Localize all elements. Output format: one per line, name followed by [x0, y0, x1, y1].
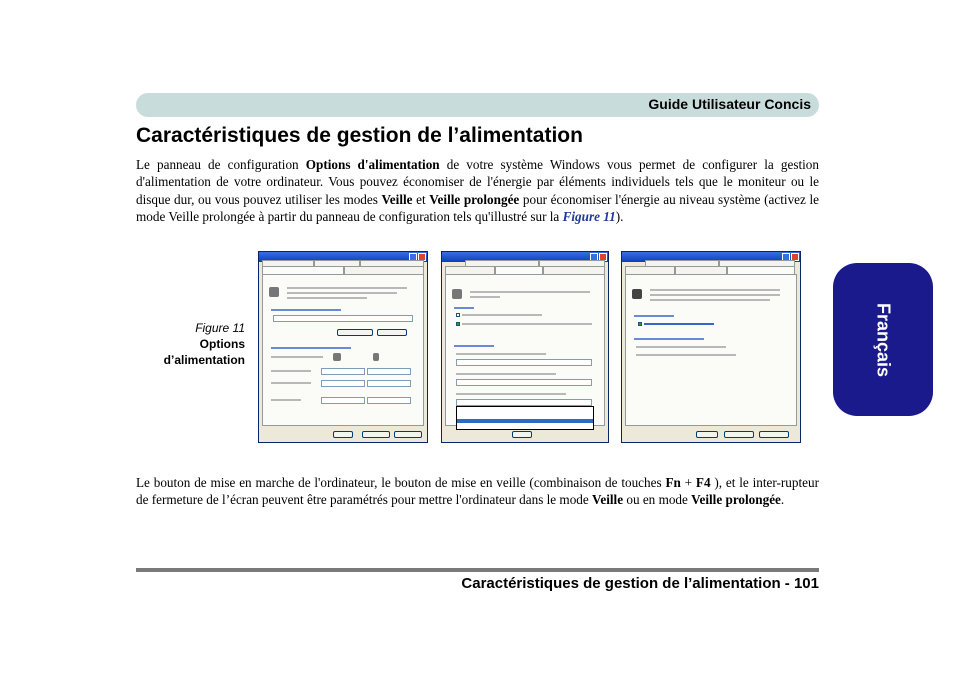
group-label — [454, 307, 474, 309]
plug-icon — [333, 353, 341, 361]
group-label — [271, 309, 341, 311]
body-bold-veille: Veille — [592, 492, 624, 508]
figure-link[interactable]: Figure 11 — [562, 209, 616, 225]
tab — [344, 266, 424, 274]
monitor-dc-select — [367, 368, 411, 375]
body-paragraph — [136, 474, 819, 509]
text-line — [271, 382, 311, 384]
figure-number: Figure 11 — [195, 321, 245, 335]
hibernate-icon — [632, 289, 642, 299]
lid-select — [456, 359, 592, 366]
apply-button — [759, 431, 789, 438]
text-line — [456, 393, 566, 395]
text-line — [287, 297, 367, 299]
text-line — [470, 291, 590, 293]
guide-title: Guide Utilisateur Concis — [648, 96, 811, 112]
text-line — [271, 356, 323, 358]
key-fn: Fn — [665, 475, 681, 490]
power-options-screenshot-1 — [258, 251, 428, 443]
text-line — [462, 323, 592, 325]
key-f4: F4 — [695, 475, 711, 490]
text-line — [644, 323, 714, 325]
standby-dc-select — [367, 397, 411, 404]
body-text-4: ou en mode — [623, 492, 692, 508]
body-text-2: + — [680, 475, 696, 490]
standby-ac-select — [321, 397, 365, 404]
text-line — [636, 354, 736, 356]
text-line — [650, 289, 780, 291]
scheme-select — [273, 315, 413, 322]
body-text-1: Le bouton de mise en marche de l'ordinateur, le bouton de mise en veille (combinaison de touches — [136, 475, 666, 490]
battery-small-icon — [373, 353, 379, 361]
group-label — [271, 347, 351, 349]
text-line — [456, 373, 556, 375]
text-line — [287, 287, 407, 289]
intro-bold-veille: Veille — [381, 191, 413, 207]
intro-text-2: de votre système Windows vous permet de configurer la gestion d'alimentation de votre ordinateur. Vous pouvez économiser de l'énergie par éléments individuels tels que le moniteur ou le disque dur, ou vous pouvez utiliser les modes — [136, 157, 819, 207]
text-line — [456, 353, 546, 355]
intro-bold-options: Options d'alimentation — [305, 157, 440, 172]
ok-button — [696, 431, 718, 438]
sleep-button-select — [456, 399, 592, 406]
dialog-tabs — [262, 266, 424, 274]
group-label — [634, 338, 704, 340]
tab — [625, 266, 675, 274]
dialog-tabs — [445, 266, 605, 274]
battery-icon — [452, 289, 462, 299]
dialog-panel — [625, 274, 797, 426]
text-line — [470, 296, 500, 298]
ok-button — [333, 431, 353, 438]
tab — [445, 266, 495, 274]
group-label — [454, 345, 494, 347]
monitor-ac-select — [321, 368, 365, 375]
intro-text-4: pour économiser l'énergie au niveau système (activez le mode Veille prolongée à partir du panneau de configuration tels qu'illustré sur la — [136, 191, 819, 225]
tab-active — [262, 266, 344, 274]
tab — [675, 266, 727, 274]
intro-bold-veille-prolongee: Veille prolongée — [429, 191, 520, 207]
side-tab-label: Français — [873, 302, 894, 377]
group-label — [634, 315, 674, 317]
intro-paragraph — [136, 156, 819, 226]
save-as-button — [337, 329, 373, 336]
text-line — [650, 299, 770, 301]
cancel-button — [362, 431, 390, 438]
tab-active — [495, 266, 543, 274]
hibernate-checkbox — [638, 322, 642, 326]
footer-text: Caractéristiques de gestion de l’alimentation - 101 — [461, 575, 819, 592]
dialog-panel — [445, 274, 605, 426]
body-text-3: ), et le inter-rupteur de fermeture de l’écran peuvent être paramétrés pour mettre l'ordinateur dans le mode — [136, 475, 819, 508]
page-title: Caractéristiques de gestion de l’alimentation — [136, 124, 583, 147]
dialog-tabs — [625, 266, 797, 274]
intro-text-1: Le panneau de configuration — [136, 157, 306, 172]
power-button-select — [456, 379, 592, 386]
body-text-5: . — [780, 492, 785, 508]
power-options-screenshot-3 — [621, 251, 801, 443]
header-band — [136, 93, 819, 117]
disk-dc-select — [367, 380, 411, 387]
intro-text-5: ). — [615, 209, 624, 225]
body-bold-veille-prolongee: Veille prolongée — [691, 492, 781, 508]
text-line — [271, 370, 311, 372]
apply-button — [394, 431, 422, 438]
text-line — [271, 399, 301, 401]
dialog-panel — [262, 274, 424, 426]
text-line — [287, 292, 397, 294]
tab — [543, 266, 605, 274]
cancel-button — [724, 431, 754, 438]
ok-button — [512, 431, 532, 438]
intro-text-3: et — [412, 191, 430, 207]
checkbox — [456, 322, 460, 326]
sleep-button-dropdown — [456, 406, 594, 430]
tab-active — [727, 266, 795, 274]
power-options-screenshot-2 — [441, 251, 609, 443]
footer-rule — [136, 568, 819, 572]
delete-button — [377, 329, 407, 336]
text-line — [636, 346, 726, 348]
disk-ac-select — [321, 380, 365, 387]
battery-icon — [269, 287, 279, 297]
figure-caption-line2: d’alimentation — [163, 353, 245, 367]
figure-caption-line1: Options — [199, 337, 245, 351]
figure-caption — [140, 320, 245, 368]
text-line — [462, 314, 542, 316]
checkbox — [456, 313, 460, 317]
text-line — [650, 294, 780, 296]
language-side-tab — [833, 263, 933, 416]
